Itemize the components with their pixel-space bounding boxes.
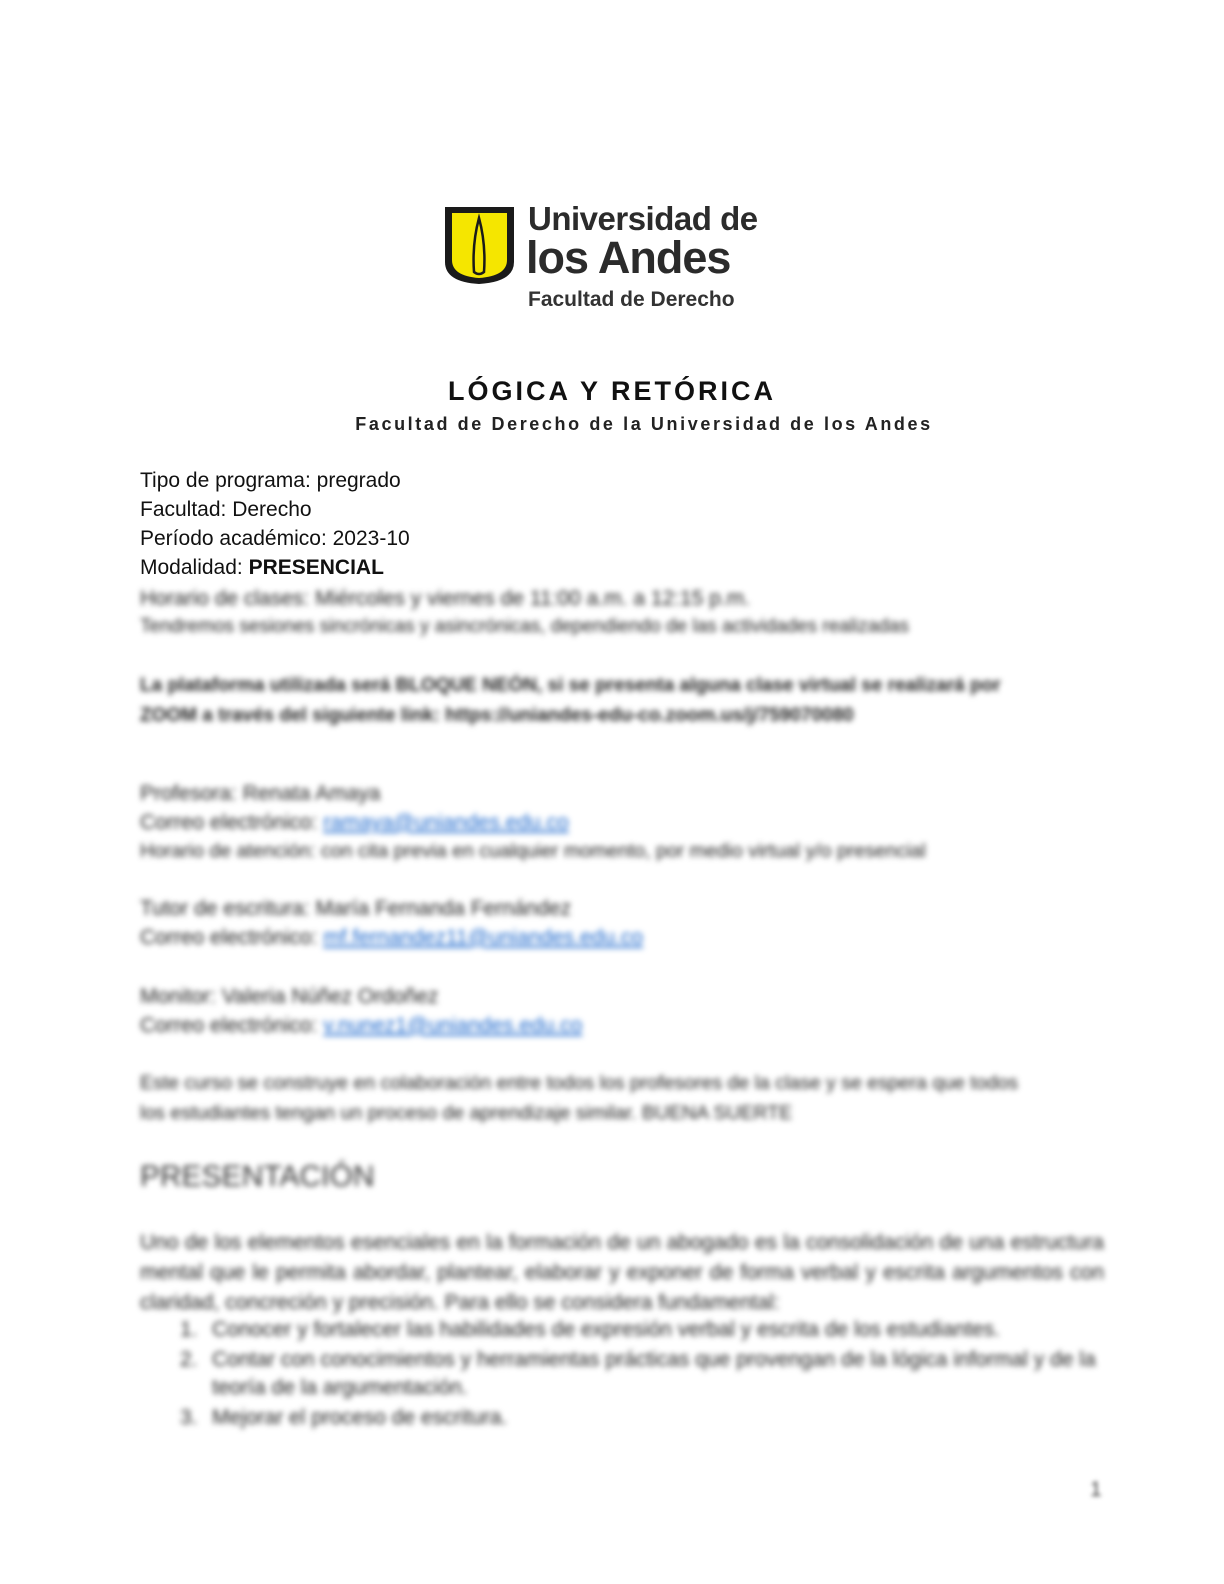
platform-line2: ZOOM a través del siguiente link: https://uniandes-edu-co.zoom.us/j/759070080	[140, 705, 854, 726]
list-item-number: 1.	[180, 1318, 198, 1341]
list-item-number: 2.	[180, 1348, 198, 1371]
list-item-text: Contar con conocimientos y herramientas prácticas que provengan de la lógica informal y de la teoría de la argumentación.	[212, 1348, 1096, 1399]
tutor-email-row	[140, 926, 643, 950]
professor-email-row	[140, 811, 569, 835]
monitor-email-link[interactable]: v.nunez1@uniandes.edu.co	[323, 1014, 583, 1037]
academic-period: Período académico: 2023-10	[140, 527, 410, 550]
tutor-name: Tutor de escritura: María Fernanda Fernández	[140, 897, 572, 920]
faculty: Facultad: Derecho	[140, 498, 312, 521]
platform-line1: La plataforma utilizada será BLOQUE NEÓN, si se presenta alguna clase virtual se realizará por	[140, 675, 1001, 696]
intro-line1: Este curso se construye en colaboración entre todos los profesores de la clase y se espera que todos	[140, 1072, 1019, 1094]
document-title: LÓGICA Y RETÓRICA	[447, 376, 777, 406]
monitor-name: Monitor: Valeria Núñez Ordoñez	[140, 985, 439, 1008]
monitor-email-row	[140, 1014, 582, 1038]
list-item-text: Conocer y fortalecer las habilidades de expresión verbal y escrita de los estudiantes.	[212, 1318, 1000, 1341]
sessions-note: Tendremos sesiones sincrónicas y asincrónicas, dependiendo de las actividades realizadas	[140, 616, 909, 637]
tutor-email-link[interactable]: mf.fernandez11@uniandes.edu.co	[323, 926, 644, 949]
modality	[140, 556, 384, 580]
monitor-email-label: Correo electrónico:	[140, 1014, 324, 1037]
list-item-text: Mejorar el proceso de escritura.	[212, 1406, 508, 1429]
university-logo	[442, 200, 758, 318]
professor-name: Profesora: Renata Amaya	[140, 782, 381, 805]
logo-university-text: Universidad de	[528, 200, 758, 237]
professor-email-link[interactable]: ramaya@uniandes.edu.co	[323, 811, 569, 834]
program-type: Tipo de programa: pregrado	[140, 469, 401, 492]
presentation-paragraph: Uno de los elementos esenciales en la formación de un abogado es la consolidación de una estructura mental que le permita abordar, plantear, elaborar y exponer de forma verbal y escrita argumentos con claridad, concreción y precisión. Para ello se considera fundamental:	[140, 1231, 1104, 1314]
logo-los-andes-text: los Andes	[526, 232, 731, 283]
office-hours: Horario de atención: con cita previa en cualquier momento, por medio virtual y/o presencial	[140, 840, 926, 862]
list-item-number: 3.	[180, 1406, 198, 1429]
section-heading-presentacion: PRESENTACIÓN	[140, 1160, 375, 1193]
tutor-email-label: Correo electrónico:	[140, 926, 324, 949]
page-number: 1	[1090, 1478, 1102, 1501]
logo-faculty-text: Facultad de Derecho	[528, 288, 735, 311]
class-schedule: Horario de clases: Miércoles y viernes de 11:00 a.m. a 12:15 p.m.	[140, 587, 751, 610]
uniandes-shield-icon	[442, 204, 517, 286]
modality-value: PRESENCIAL	[248, 556, 384, 579]
modality-label: Modalidad:	[140, 556, 249, 579]
professor-email-label: Correo electrónico:	[140, 811, 324, 834]
intro-line2: los estudiantes tengan un proceso de aprendizaje similar. BUENA SUERTE	[140, 1102, 793, 1124]
document-subtitle: Facultad de Derecho de la Universidad de los Andes	[355, 414, 933, 434]
